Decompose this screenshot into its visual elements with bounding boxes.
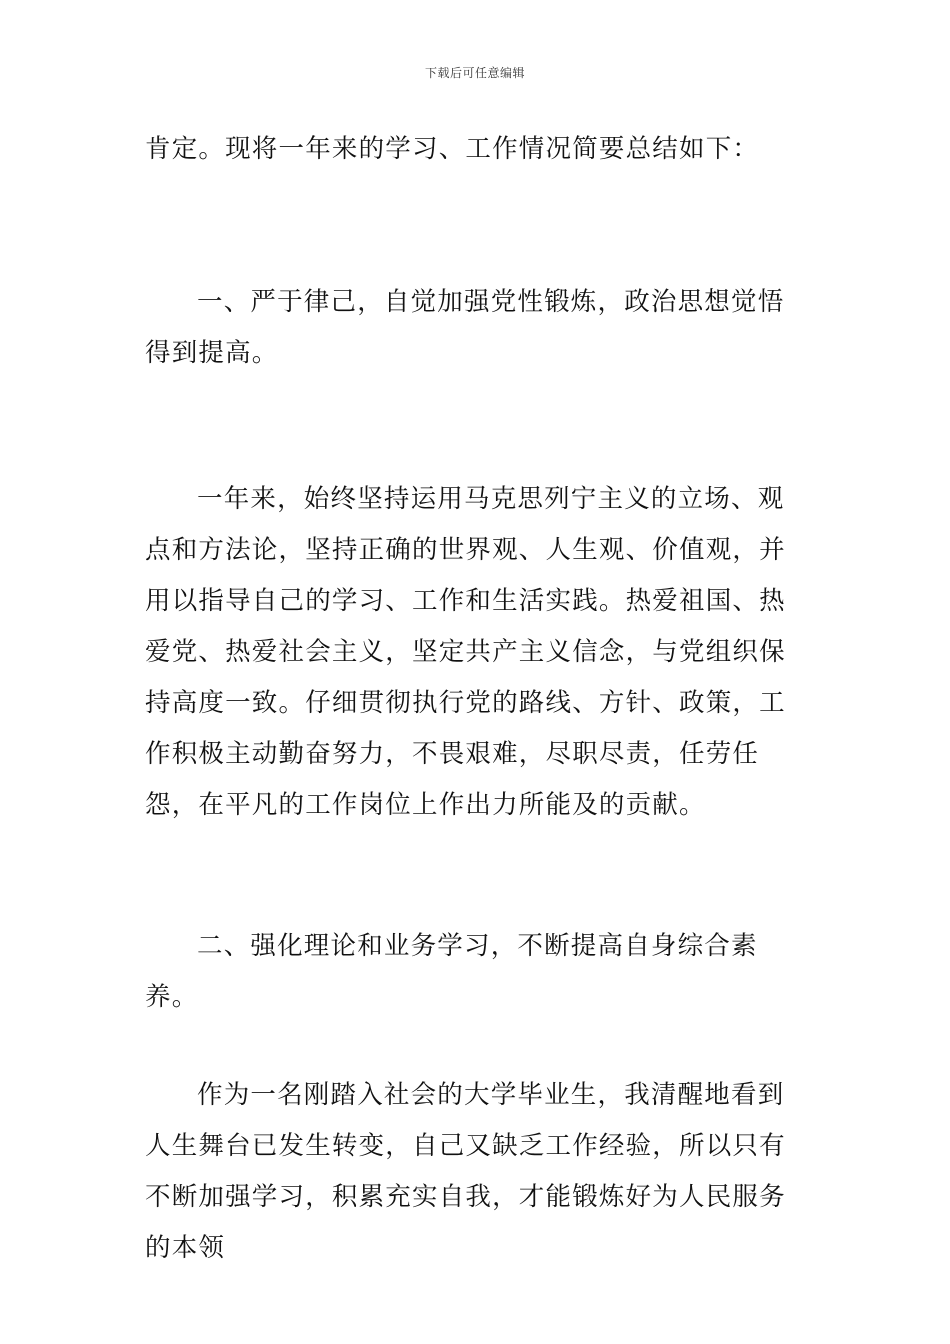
section-heading-1: 一、严于律己，自觉加强党性锻炼，政治思想觉悟得到提高。 (145, 287, 785, 368)
section-heading-2: 二、强化理论和业务学习，不断提高自身综合素养。 (145, 931, 758, 1012)
paragraph-section-1-body: 一年来，始终坚持运用马克思列宁主义的立场、观点和方法论，坚持正确的世界观、人生观、价值观，并用以指导自己的学习、工作和生活实践。热爱祖国、热爱党、热爱社会主义，坚定共产主义信念，与党组织保持高度一致。仔细贯彻执行党的路线、方针、政策，工作积极主动勤奋努力，不畏艰难，尽职尽责，任劳任怨，在平凡的工作岗位上作出力所能及的贡献。 (145, 484, 786, 820)
paragraph-intro-continuation: 肯定。现将一年来的学习、工作情况简要总结如下： (145, 134, 760, 164)
page-header-note: 下载后可任意编辑 (424, 66, 525, 80)
paragraph-section-2-body: 作为一名刚踏入社会的大学毕业生，我清醒地看到人生舞台已发生转变，自己又缺乏工作经验，所以只有不断加强学习，积累充实自我，才能锻炼好为人民服务的本领 (145, 1080, 786, 1263)
